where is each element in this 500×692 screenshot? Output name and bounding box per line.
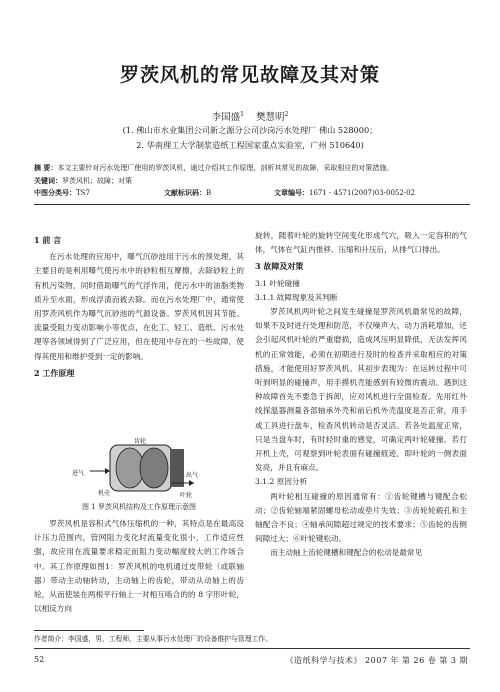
rotor-diagram xyxy=(70,437,210,499)
paragraph: 罗茨风机是容积式气体压缩机的一种，其特点是在最高设计压力范围内，管网阻力变化时流量变化很小，工作适应性强，故应用在流量要求稳定而阻力变动幅度较大的工作场合中。其工作原理如图1：罗茨风机的电机通过皮带轮（或联轴器）带动主动轴转动，主动轴上的齿轮，带动从动轴上的齿轮，从而使装在两根平行轴上一对相互啮合的的 8 字形叶轮，以相反方向 xyxy=(34,519,244,614)
left-column-top xyxy=(34,231,244,383)
label-casing: 机壳 xyxy=(98,490,111,497)
paragraph: 罗茨风机两叶轮之间发生碰撞是罗茨风机最常见的故障，如果不及时进行处理和防范，不仅噪声大、动力消耗增加，还会引起风机叶轮的严重磨损，造成风压明显降低，无法发挥风机的正常效能，必须在初期进行及时的检查并采取相应的对策措施，才能使用好罗茨风机。其初步表现为：在运转过程中可听到明显的碰撞声，用手摸机壳能感到有较微的震动。遇到这种故障首先不要急于拆卸，应对风机进行全面检查。先用红外线探温器测量各部轴承外壳和前后机外壳温度是否正常，用手或工具进行盘车，检查风机转动是否灵活。若各处温度正常，只是当盘车时，有时轻时重的感觉，可确定两叶轮碰撞。若打开机上壳，可观察到叶轮表面有碰撞痕迹，即叶轮的一侧表面发亮，并且有麻点。 xyxy=(255,307,467,473)
left-column-bottom xyxy=(34,517,244,616)
affiliation-2: 2. 华南理工大学制浆造纸工程国家重点实验室，广州 510640) xyxy=(136,140,364,150)
author-1-affil: 1 xyxy=(240,110,244,118)
figure-caption: 图 1 罗茨风机结构及工作原理示意图 xyxy=(82,503,196,511)
article-label: 文章编号： xyxy=(274,188,309,197)
label-inlet: 进气 xyxy=(72,470,85,477)
author-line xyxy=(0,109,500,123)
abstract-label: 摘 要： xyxy=(34,163,58,172)
paragraph: 旋转，随着叶轮的旋转空间变化形成气穴，吸入一定容积的气体，气体在气缸内推移、压缩和升压后，从排气口排出。 xyxy=(255,231,467,255)
page-number: 52 xyxy=(34,655,45,664)
abstract-text: 本文主要针对污水处理厂使用的罗茨风机，通过介绍其工作原理，剖析其常见的故障，采取相应的对策措施。 xyxy=(57,164,394,172)
keywords-label: 关键词： xyxy=(34,176,62,185)
outlet-arrowhead xyxy=(189,480,194,486)
right-column xyxy=(255,229,467,561)
affiliation-1: (1. 佛山市水业集团公司新之源分公司沙岗污水处理厂 佛山 528000； xyxy=(122,125,378,135)
section-heading: 1 前 言 xyxy=(34,235,62,245)
label-gear: 齿轮 xyxy=(134,438,147,445)
author-2: 樊慧明 xyxy=(256,112,285,123)
section-heading: 3.1 叶轮碰撞 xyxy=(255,278,300,288)
footer-rule xyxy=(34,648,470,649)
keywords xyxy=(34,175,470,187)
paragraph: 在污水处理的应用中，曝气沉砂池用于污水的预处理，其主要目的是利用曝气使污水中的砂粒相互摩擦，去除砂粒上的有机污染物，同时借助曝气的气浮作用，使污水中的油脂类物质升至水面，形成浮渣而被去除。而在污水处理厂中，通常使用罗茨风机作为曝气沉砂池的气源设备。罗茨风机因其节能、流量受阻力变动影响小等优点，在化工、轻工、造纸、污水处理等各领域得到了广泛应用，但在使用中存在的一些故障，使得其使用和维护受到一定的影响。 xyxy=(34,252,244,361)
paragraph: 而主动轴上齿轮键槽和键配合的松动是最常见 xyxy=(270,548,423,558)
journal-info: 《造纸科学与技术》 2007 年 第 26 卷 第 3 期 xyxy=(285,656,468,665)
rotor-right-shape xyxy=(140,448,168,488)
section-heading: 3.1.1 故障现象及其判断 xyxy=(255,292,338,302)
paper-title: 罗茨风机的常见故障及其对策 xyxy=(119,64,380,86)
clc-value: TS7 xyxy=(76,189,90,197)
gear-shape xyxy=(170,449,184,487)
author-footnote: 作者简介：李国盛，男，工程师，主要从事污水处理厂的设备维护与管理工作。 xyxy=(34,635,272,643)
inlet-arrowhead xyxy=(105,468,110,474)
section-heading: 3.1.2 原因分析 xyxy=(255,477,308,487)
header-rule xyxy=(34,204,470,205)
section-heading: 3 故障及对策 xyxy=(255,261,304,272)
author-2-affil: 2 xyxy=(284,110,289,118)
label-rotor: 叶轮 xyxy=(180,492,193,499)
footnote-rule xyxy=(34,630,144,631)
article-value: 1671 - 4571(2007)03-0052-02 xyxy=(309,189,416,197)
doc-label: 文献标识码： xyxy=(164,188,206,197)
paragraph: 两叶轮相互碰撞的原因通常有：①齿轮键槽与键配合松动；②齿轮轴端紧固螺母松动或垫片失效；③齿轮轮毂孔和主轴配合不良；④轴承间隙超过规定的技术要求；⑤齿轮的齿侧间隙过大；⑥叶轮键松动。 xyxy=(255,491,467,544)
doc-value: B xyxy=(206,189,212,197)
keywords-text: 罗茨风机；故障；对策 xyxy=(62,177,132,185)
abstract xyxy=(34,162,470,174)
clc-label: 中图分类号： xyxy=(34,188,76,197)
author-1: 李国盛 xyxy=(211,112,241,123)
classification-line xyxy=(34,187,470,199)
label-outlet: 出气 xyxy=(186,472,199,479)
section-heading: 2 工作原理 xyxy=(34,367,75,378)
